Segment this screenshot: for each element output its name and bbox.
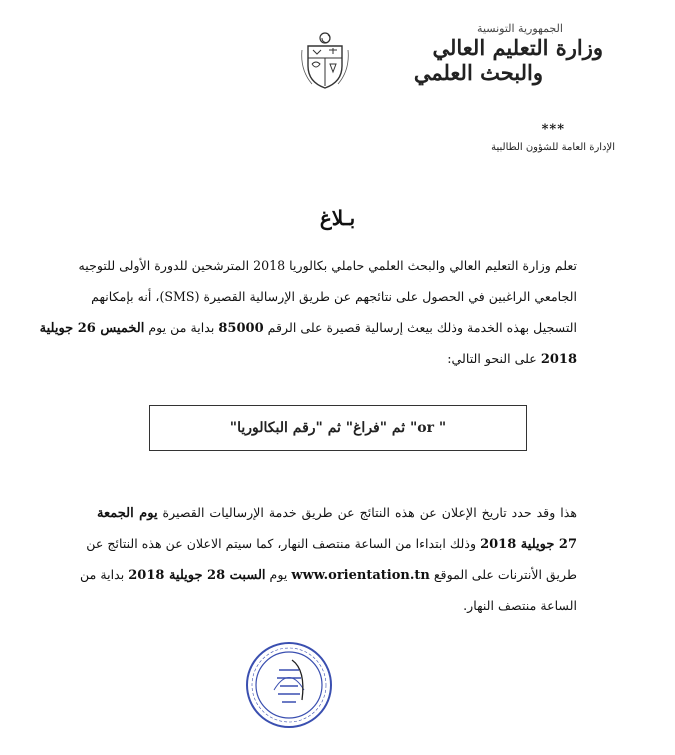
directorate-label: الإدارة العامة للشؤون الطالبية bbox=[491, 142, 615, 153]
ministry-header bbox=[403, 22, 603, 85]
paragraph-2-line-3-day: يوم bbox=[269, 567, 288, 582]
separator-stars: *** bbox=[541, 122, 565, 137]
tunisia-coat-of-arms-icon bbox=[300, 30, 350, 92]
paragraph-1-line-4-text: على النحو التالي: bbox=[447, 351, 537, 366]
sms-results-date: 27 جويلية 2018 bbox=[480, 537, 577, 552]
paragraph-2-line-3 bbox=[80, 559, 577, 590]
official-stamp-icon bbox=[244, 640, 334, 730]
sms-format-text: " or" ثم "فراغ" ثم "رقم البكالوريا" bbox=[229, 420, 447, 436]
announcement-title: بـلاغ bbox=[319, 206, 356, 230]
paragraph-1-line-3 bbox=[39, 312, 577, 343]
paragraph-1-line-4 bbox=[97, 343, 577, 374]
ministry-name-line2: والبحث العلمي bbox=[413, 60, 543, 85]
announcement-paragraph-2 bbox=[80, 497, 577, 621]
web-results-date: السبت 28 جويلية 2018 bbox=[128, 568, 266, 583]
paragraph-2-line-3-from: بداية من bbox=[80, 567, 125, 582]
paragraph-1-line-1: تعلم وزارة التعليم العالي والبحث العلمي حاملي بكالوريا 2018 المترشحين للدورة الأولى للتوجيه bbox=[78, 258, 577, 273]
paragraph-2-line-2 bbox=[86, 528, 577, 559]
sms-number: 85000 bbox=[218, 321, 264, 336]
paragraph-2-line-1 bbox=[97, 497, 577, 528]
ministry-name-line1: وزارة التعليم العالي bbox=[432, 35, 603, 60]
announcement-paragraph-1 bbox=[39, 250, 577, 374]
registration-start-year: 2018 bbox=[540, 352, 577, 367]
sms-format-box bbox=[149, 405, 527, 451]
registration-start-date: الخميس 26 جويلية bbox=[39, 321, 145, 336]
paragraph-1-line-3-from: بداية من يوم bbox=[148, 320, 215, 335]
paragraph-1-line-2: الجامعي الراغبين في الحصول على نتائجهم عن طريق الإرسالية القصيرة (SMS)، أنه بإمكانهم bbox=[91, 289, 577, 304]
website-link[interactable]: www.orientation.tn bbox=[291, 568, 430, 583]
paragraph-1-line-3-text: التسجيل بهذه الخدمة وذلك بيعث إرسالية قصيرة على الرقم bbox=[267, 320, 577, 335]
sms-results-day: يوم الجمعة bbox=[97, 506, 158, 521]
paragraph-2-line-3-text: طريق الأنترنات على الموقع bbox=[433, 567, 577, 582]
paragraph-2-line-4: الساعة منتصف النهار. bbox=[463, 598, 577, 613]
paragraph-2-line-2-text: وذلك ابتداءا من الساعة منتصف النهار، كما سيتم الاعلان عن هذه النتائج عن bbox=[86, 536, 477, 551]
republic-label: الجمهورية التونسية bbox=[477, 22, 563, 35]
paragraph-2-line-1-text: هذا وقد حدد تاريخ الإعلان عن هذه النتائج عن طريق خدمة الإرساليات القصيرة bbox=[162, 505, 577, 520]
